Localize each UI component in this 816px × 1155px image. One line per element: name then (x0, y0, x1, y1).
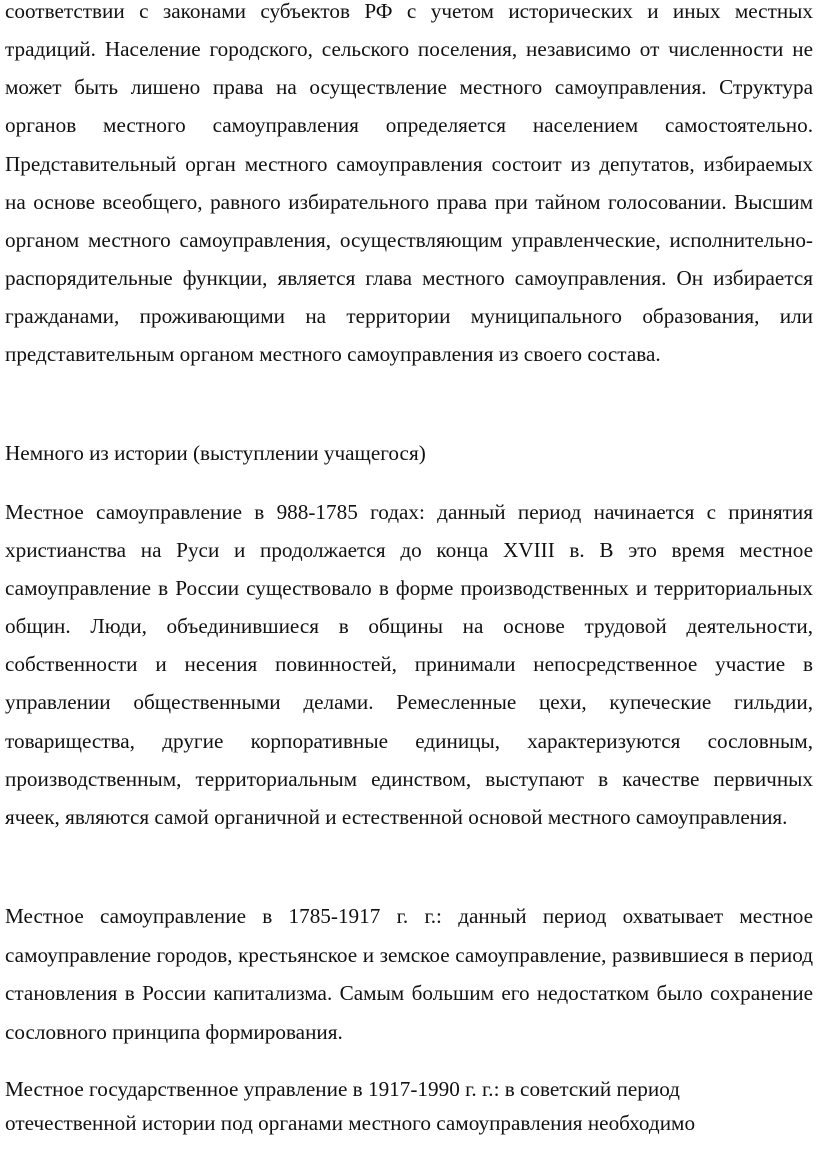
paragraph-history-heading: Немного из истории (выступлении учащегося) (5, 441, 426, 465)
paragraph-period-988-1785: Местное самоуправление в 988-1785 годах: данный период начинается с принятия христианства на Руси и продолжается до конца XVIII в. В это время местное самоуправление в России существовало в форме производственных и территориальных общин. Люди, объединившиеся в общины на основе трудовой деятельности, собственности и несения повинностей, принимали непосредственное участие в управлении общественными делами. Ремесленные цехи, купеческие гильдии, товарищества, другие корпоративные единицы, характеризуются сословным, производственным, территориальным единством, выступают в качестве первичных ячеек, являются самой органичной и естественной основой местного самоуправления. (5, 500, 813, 829)
paragraph-period-1917-1990: Местное государственное управление в 1917-1990 г. г.: в советский период отечественной истории под органами местного самоуправления необходимо (5, 1077, 696, 1135)
paragraph-local-self-government-structure: соответствии с законами субъектов РФ с учетом исторических и иных местных традиций. Население городского, сельского поселения, независимо от численности не может быть лишено права на осуществление местного самоуправления. Структура органов местного самоуправления определяется населением самостоятельно. Представительный орган местного самоуправления состоит из депутатов, избираемых на основе всеобщего, равного избирательного права при тайном голосовании. Высшим органом местного самоуправления, осуществляющим управленческие, исполнительно-распорядительные функции, является глава местного самоуправления. Он избирается гражданами, проживающими на территории муниципального образования, или представительным органом местного самоуправления из своего состава. (5, 0, 813, 367)
paragraph-period-1785-1917: Местное самоуправление в 1785-1917 г. г.: данный период охватывает местное самоуправление городов, крестьянское и земское самоуправление, развившиеся в период становления в России капитализма. Самым большим его недостатком было сохранение сословного принципа формирования. (5, 904, 813, 1044)
